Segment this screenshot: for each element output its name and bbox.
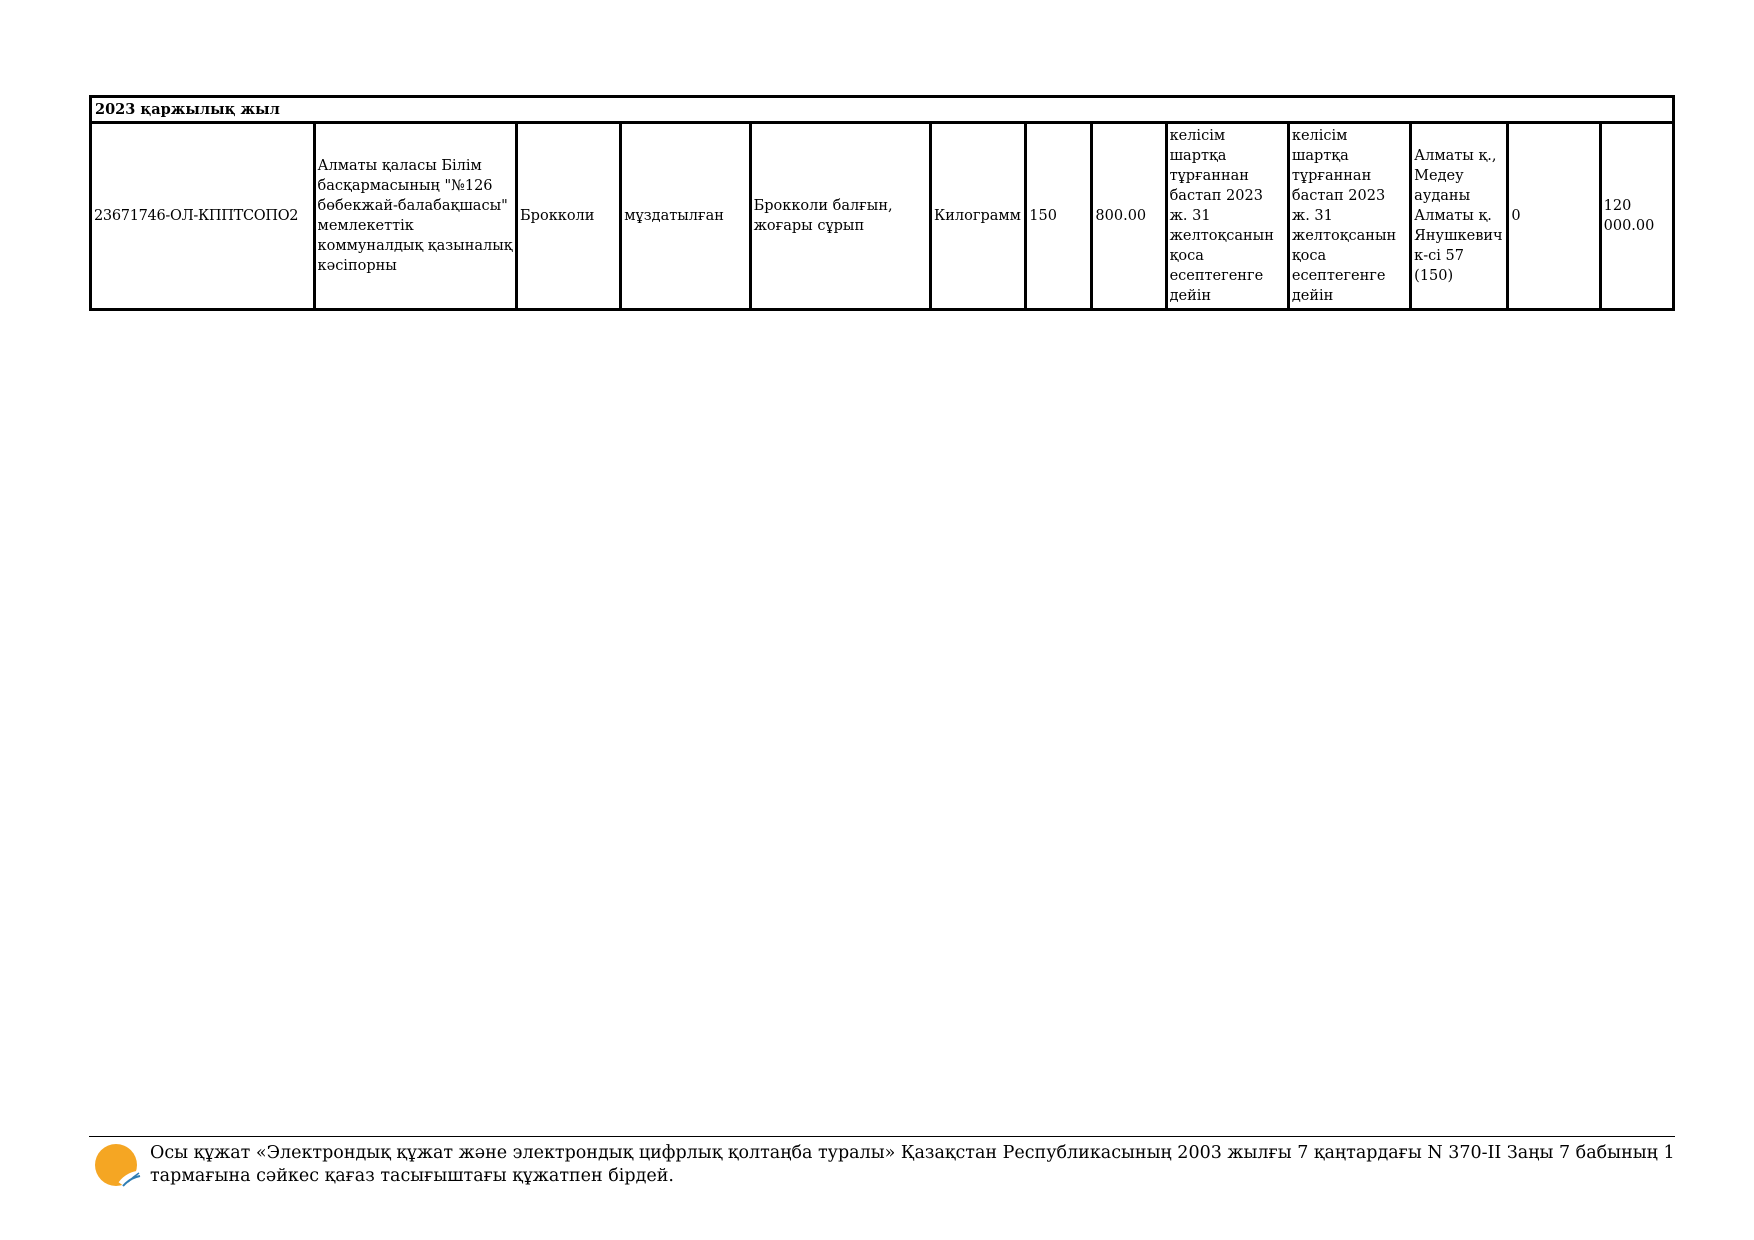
legal-notice: Осы құжат «Электрондық құжат және электрондық цифрлық қолтаңба туралы» Қазақстан Республикасының 2003 жылғы 7 қаңтардағы N 370-II Заңы 7 бабының 1 тармағына сәйкес қағаз тасығыштағы құжатпен бірдей. xyxy=(150,1143,1675,1186)
lot-id-cell: 23671746-ОЛ-КППТСОПО2 xyxy=(91,123,315,310)
total-cell: 120 000.00 xyxy=(1600,123,1673,310)
address-cell: Алматы қ., Медеу ауданы Алматы қ. Янушкевич к-сі 57 (150) xyxy=(1411,123,1508,310)
procurement-table xyxy=(89,95,1675,311)
year-header-row xyxy=(91,97,1674,123)
quantity-cell: 150 xyxy=(1026,123,1092,310)
footer-divider xyxy=(89,1136,1675,1137)
state-cell: мұздатылған xyxy=(621,123,750,310)
price-cell: 800.00 xyxy=(1092,123,1166,310)
description-cell: Брокколи балғын, жоғары сұрып xyxy=(750,123,930,310)
table-row xyxy=(91,123,1674,310)
year-header: 2023 қаржылық жыл xyxy=(91,97,1674,123)
delivery-term-cell: келісім шартқа тұрғаннан бастап 2023 ж. 31 желтоқсанын қоса есептегенге дейін xyxy=(1166,123,1288,310)
sun-logo-icon xyxy=(93,1140,143,1190)
delivery-term-cell-2: келісім шартқа тұрғаннан бастап 2023 ж. 31 желтоқсанын қоса есептегенге дейін xyxy=(1288,123,1410,310)
advance-cell: 0 xyxy=(1508,123,1600,310)
item-cell: Брокколи xyxy=(517,123,621,310)
customer-cell: Алматы қаласы Білім басқармасының "№126 бөбекжай-балабақшасы" мемлекеттік коммуналдық қазыналық кәсіпорны xyxy=(314,123,516,310)
unit-cell: Килограмм xyxy=(931,123,1026,310)
